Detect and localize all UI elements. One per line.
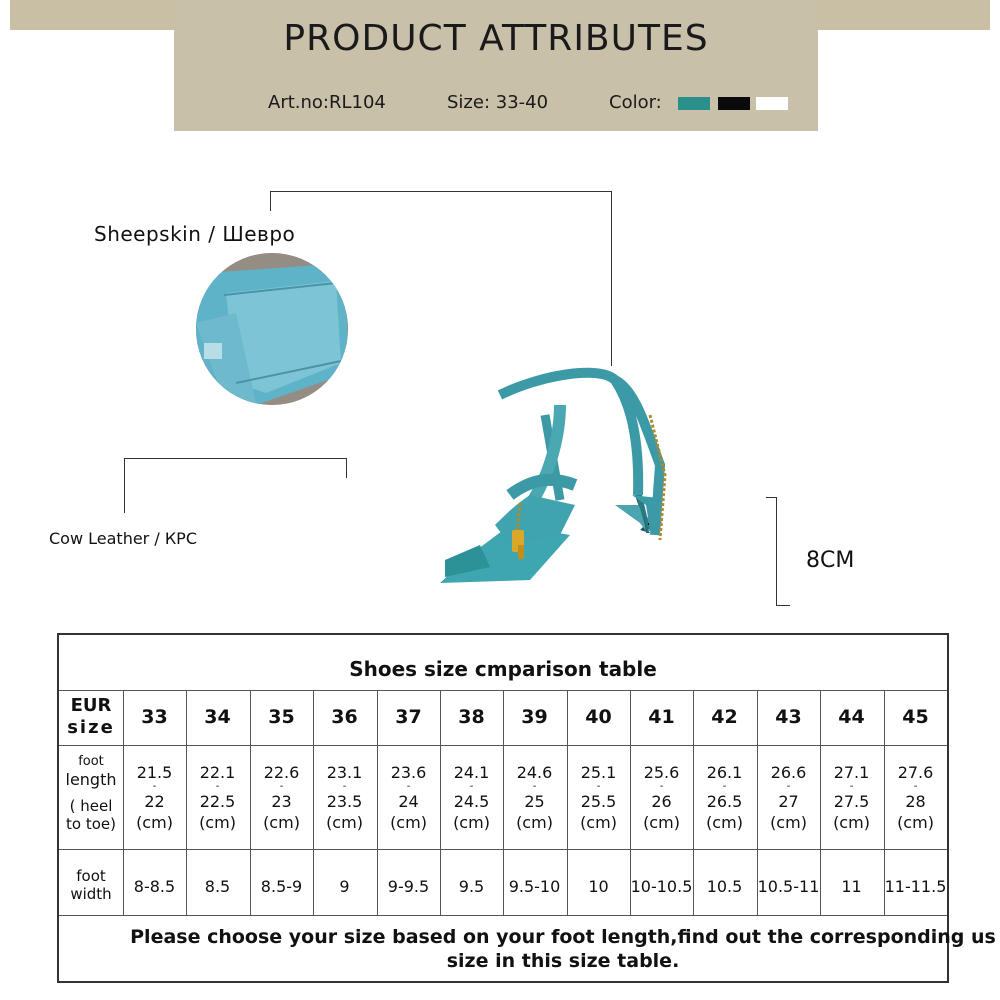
color-label: Color: [609, 92, 662, 113]
foot-width-cell: 8-8.5 [133, 877, 176, 896]
attributes-banner [174, 0, 818, 131]
eur-size-header [59, 695, 123, 739]
eur-size-cell: 41 [648, 706, 675, 728]
foot-width-cell: 9-9.5 [387, 877, 430, 896]
foot-length-cell [630, 762, 693, 833]
foot-length-to: 22.5 [199, 792, 236, 811]
foot-length-cell [567, 762, 630, 833]
eur-size-cell: 35 [268, 706, 295, 728]
eur-size-cell: 44 [838, 706, 865, 728]
range-dash: - [215, 781, 220, 792]
foot-width-cell: 9.5 [458, 877, 485, 896]
foot-length-from: 23.6 [390, 763, 427, 782]
unit-label: (cm) [580, 813, 617, 832]
eur-size-cell: 39 [521, 706, 548, 728]
foot-length-to: 24 [398, 792, 419, 811]
foot-length-from: 26.6 [770, 763, 807, 782]
range-dash: - [279, 781, 284, 792]
unit-label: (cm) [770, 813, 807, 832]
callout-line [124, 458, 125, 513]
callout-line [270, 191, 271, 211]
top-stripe-right [818, 0, 990, 30]
unit-label: (cm) [516, 813, 553, 832]
callout-line [346, 458, 347, 478]
foot-length-from: 25.1 [580, 763, 617, 782]
foot-length-cell [820, 762, 883, 833]
unit-label: (cm) [453, 813, 490, 832]
foot-length-label-line: to toe) [66, 815, 116, 833]
foot-length-cell [884, 762, 947, 833]
foot-length-label-line: length [65, 770, 117, 789]
foot-length-cell [123, 762, 186, 833]
foot-length-from: 25.6 [643, 763, 680, 782]
material-closeup-image [196, 253, 348, 405]
foot-width-cell: 10.5-11 [757, 877, 820, 896]
range-dash: - [913, 781, 918, 792]
eur-size-cell: 37 [395, 706, 422, 728]
foot-length-from: 23.1 [326, 763, 363, 782]
page-title: PRODUCT ATTRIBUTES [283, 18, 709, 59]
foot-width-header [59, 867, 123, 903]
foot-width-cell: 9 [339, 877, 350, 896]
foot-length-to: 28 [905, 792, 926, 811]
foot-length-from: 24.1 [453, 763, 490, 782]
foot-width-label-line: width [70, 885, 112, 903]
foot-width-cell: 8.5 [204, 877, 231, 896]
foot-length-to: 27.5 [833, 792, 870, 811]
height-bracket [766, 497, 777, 498]
eur-size-cell: 40 [585, 706, 612, 728]
foot-length-label-line: foot [78, 754, 104, 769]
foot-length-header [59, 753, 123, 833]
range-dash: - [849, 781, 854, 792]
foot-length-cell [440, 762, 503, 833]
foot-length-to: 27 [778, 792, 799, 811]
eur-size-cell: 45 [902, 706, 929, 728]
foot-length-to: 24.5 [453, 792, 490, 811]
unit-label: (cm) [897, 813, 934, 832]
foot-width-cell: 11 [841, 877, 862, 896]
range-dash: - [532, 781, 537, 792]
eur-size-cell: 43 [775, 706, 802, 728]
height-bracket [776, 497, 777, 606]
eur-size-cell: 42 [711, 706, 738, 728]
eur-size-cell: 34 [204, 706, 231, 728]
range-dash: - [342, 781, 347, 792]
unit-label: (cm) [136, 813, 173, 832]
unit-label: (cm) [833, 813, 870, 832]
foot-width-cell: 9.5-10 [508, 877, 561, 896]
unit-label: (cm) [706, 813, 743, 832]
eur-size-cell: 33 [141, 706, 168, 728]
foot-width-label-line: foot [76, 867, 106, 885]
lining-material-label: Cow Leather / КРС [49, 529, 197, 548]
foot-width-cell: 8.5-9 [260, 877, 303, 896]
eur-size-cell: 38 [458, 706, 485, 728]
foot-length-cell [186, 762, 249, 833]
range-dash: - [152, 781, 157, 792]
foot-length-cell [313, 762, 376, 833]
sandal-product-image [410, 355, 680, 595]
range-dash: - [469, 781, 474, 792]
foot-length-to: 23.5 [326, 792, 363, 811]
foot-length-from: 21.5 [136, 763, 173, 782]
size-comparison-table [57, 633, 996, 983]
size-range: Size: 33-40 [447, 92, 549, 113]
range-dash: - [596, 781, 601, 792]
range-dash: - [659, 781, 664, 792]
foot-width-cell: 10.5 [706, 877, 743, 896]
eur-label: EUR [70, 695, 112, 716]
foot-length-to: 25.5 [580, 792, 617, 811]
foot-length-from: 22.1 [199, 763, 236, 782]
callout-line [124, 458, 347, 459]
foot-length-from: 24.6 [516, 763, 553, 782]
foot-length-cell [503, 762, 566, 833]
foot-length-to: 25 [524, 792, 545, 811]
top-stripe-left [10, 0, 175, 30]
foot-length-cell [693, 762, 756, 833]
table-rule [59, 915, 947, 916]
foot-length-to: 26 [651, 792, 672, 811]
foot-length-to: 26.5 [706, 792, 743, 811]
eur-size-cell: 36 [331, 706, 358, 728]
foot-length-to: 23 [271, 792, 292, 811]
callout-line [611, 191, 612, 366]
color-swatch-white [756, 97, 788, 110]
foot-width-cell: 11-11.5 [884, 877, 947, 896]
foot-width-cell: 10-10.5 [630, 877, 693, 896]
foot-length-from: 27.1 [833, 763, 870, 782]
foot-length-from: 27.6 [897, 763, 934, 782]
article-number: Art.no:RL104 [268, 92, 386, 113]
foot-length-to: 22 [144, 792, 165, 811]
height-bracket [776, 605, 790, 606]
heel-height-label: 8CM [806, 548, 855, 573]
table-title: Shoes size cmparison table [349, 657, 657, 681]
foot-length-cell [757, 762, 820, 833]
foot-length-from: 26.1 [706, 763, 743, 782]
color-swatch-teal [678, 97, 710, 110]
range-dash: - [722, 781, 727, 792]
size-advice-note: Please choose your size based on your foot length,find out the corresponding us size in this size table. [130, 926, 996, 972]
range-dash: - [786, 781, 791, 792]
size-label: size [67, 717, 115, 738]
color-swatch-black [718, 97, 750, 110]
upper-material-label: Sheepskin / Шевро [94, 222, 296, 246]
foot-length-from: 22.6 [263, 763, 300, 782]
unit-label: (cm) [390, 813, 427, 832]
callout-line [270, 191, 612, 192]
range-dash: - [406, 781, 411, 792]
unit-label: (cm) [199, 813, 236, 832]
unit-label: (cm) [263, 813, 300, 832]
foot-width-cell: 10 [588, 877, 609, 896]
foot-length-cell [250, 762, 313, 833]
foot-length-label-line: ( heel [69, 797, 113, 815]
unit-label: (cm) [326, 813, 363, 832]
unit-label: (cm) [643, 813, 680, 832]
foot-length-cell [377, 762, 440, 833]
